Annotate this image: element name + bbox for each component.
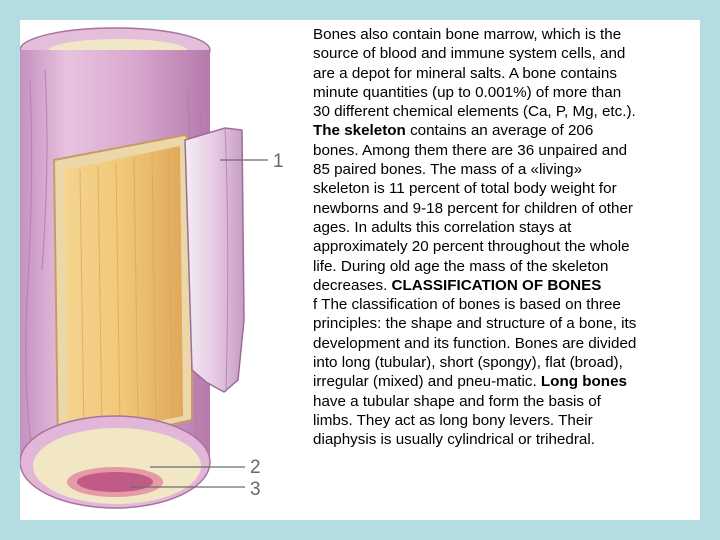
text-line: newborns and 9-18 percent for children of other [313, 199, 633, 217]
periosteum-flap [185, 128, 244, 392]
text-line: f The classification of bones is based on three [313, 296, 621, 314]
text-line: life. During old age the mass of the skeleton [313, 257, 609, 275]
callout-label-1: 1 [273, 151, 284, 172]
text-line: approximately 20 percent throughout the whole [313, 238, 630, 256]
bone-illustration-panel [20, 20, 296, 520]
text-line: limbs. They act as long bony levers. Their [313, 411, 593, 429]
text-line: irregular (mixed) and pneu-matic. Long bones [313, 373, 627, 391]
text-line: are a depot for mineral salts. A bone contains [313, 64, 617, 82]
text-line: 30 different chemical elements (Ca, P, Mg, etc.). [313, 103, 636, 121]
text-line: decreases. CLASSIFICATION OF BONES [313, 276, 602, 294]
bone-marrow [77, 472, 153, 492]
text-panel [296, 20, 700, 520]
text-line: 85 paired bones. The mass of a «living» [313, 161, 583, 179]
text-line: ages. In adults this correlation stays at [313, 218, 572, 236]
text-line: skeleton is 11 percent of total body weight for [313, 180, 617, 198]
text-line: have a tubular shape and form the basis of [313, 392, 601, 410]
long-bone-cross-section-illustration [20, 20, 296, 520]
text-line: diaphysis is usually cylindrical or trihedral. [313, 431, 595, 449]
text-line: principles: the shape and structure of a bone, its [313, 315, 637, 333]
text-line: development and its function. Bones are divided [313, 334, 637, 352]
text-line: source of blood and immune system cells, and [313, 45, 626, 63]
text-line: The skeleton contains an average of 206 [313, 122, 594, 140]
term-the-skeleton: The skeleton [313, 122, 406, 140]
bone-description-text [313, 25, 697, 450]
term-long-bones: Long bones [540, 373, 627, 391]
text-line: into long (tubular), short (spongy), flat (broad), [313, 354, 623, 372]
text-line: bones. Among them there are 36 unpaired and [313, 141, 628, 159]
callout-label-3: 3 [250, 479, 261, 500]
callout-label-2: 2 [250, 457, 261, 478]
text-line: Bones also contain bone marrow, which is the [313, 26, 622, 43]
heading-classification-of-bones: CLASSIFICATION OF BONES [391, 276, 602, 294]
text-line: minute quantities (up to 0.001%) of more than [313, 83, 622, 101]
